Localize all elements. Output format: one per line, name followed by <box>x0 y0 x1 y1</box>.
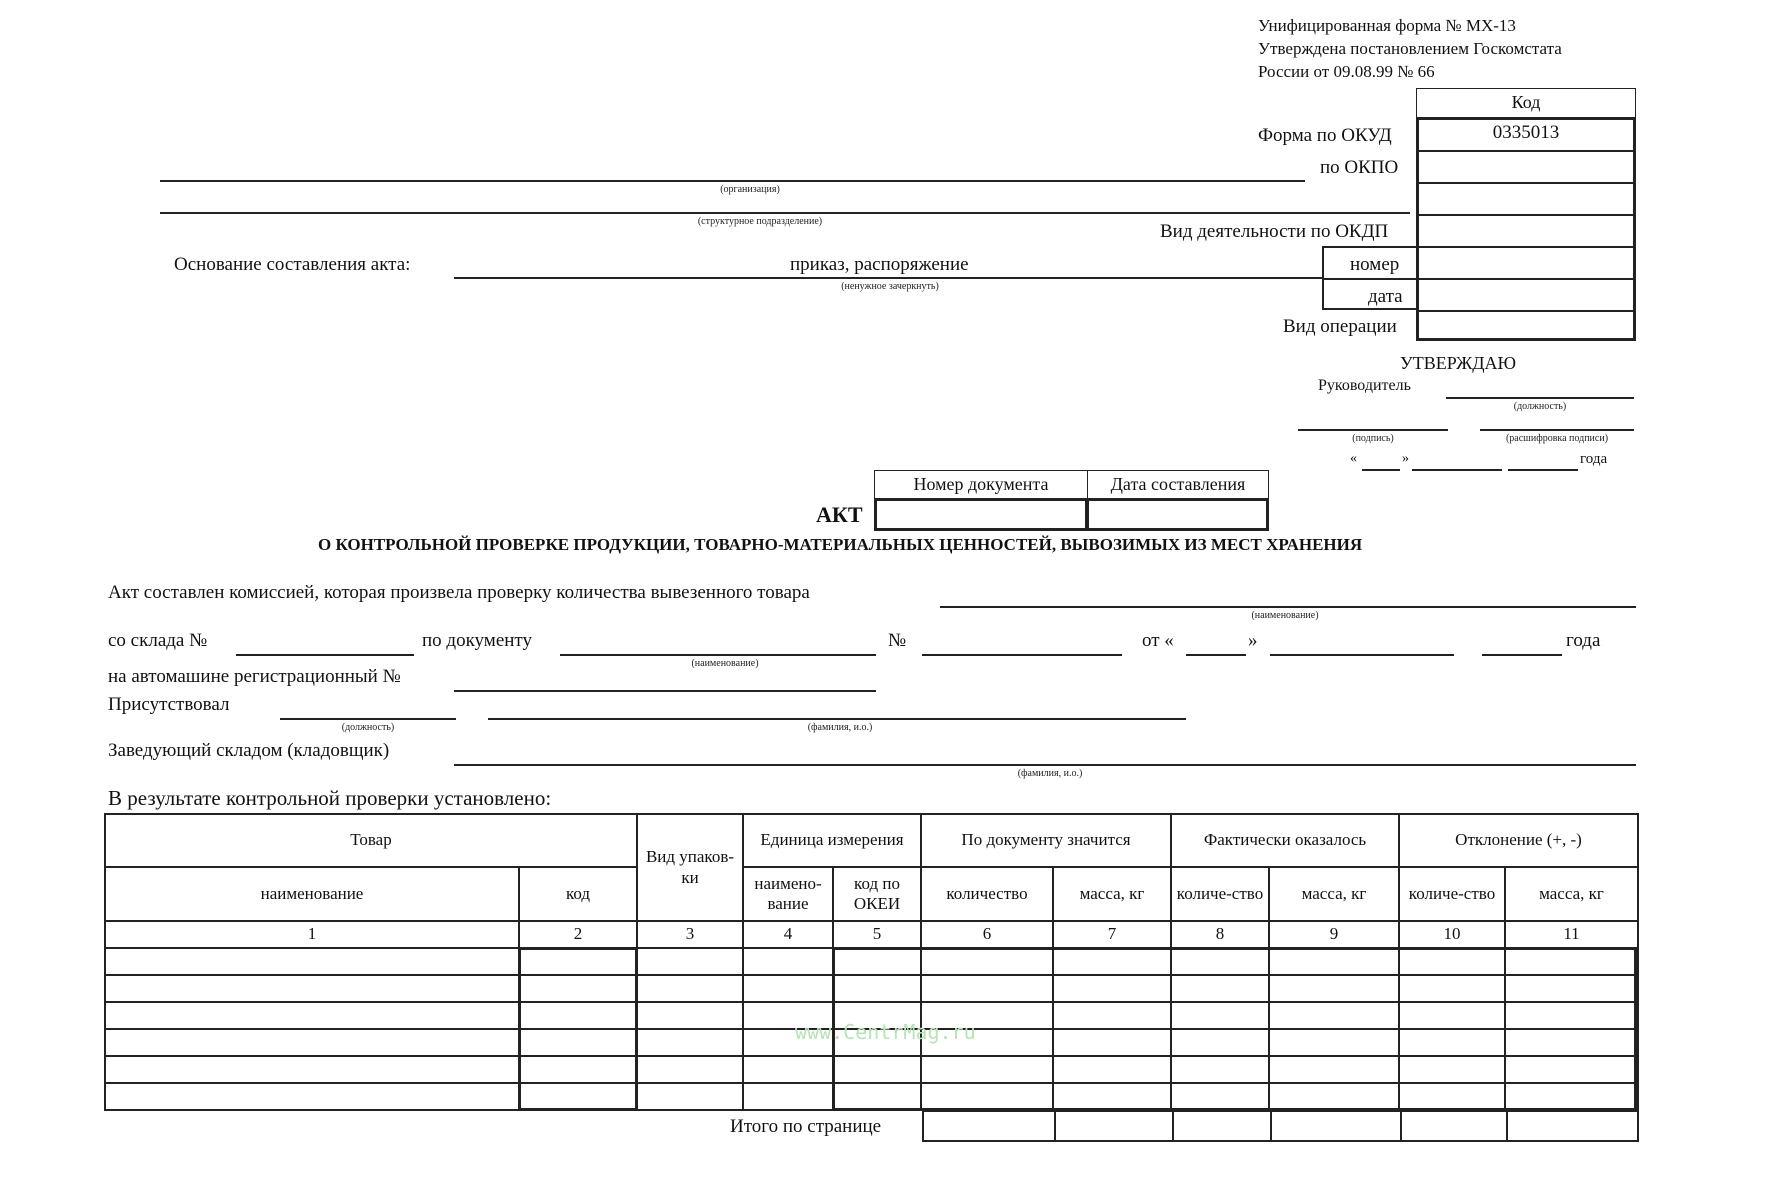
warehouse-line[interactable] <box>236 654 414 656</box>
col-number: 1 <box>105 921 519 948</box>
total-cell[interactable] <box>1173 1111 1271 1141</box>
by-doc-header: По документу значится <box>921 814 1171 867</box>
present-name-line[interactable] <box>488 718 1186 720</box>
basis-label: Основание составления акта: <box>174 254 411 275</box>
divider <box>1416 150 1636 152</box>
quote-open: « <box>1350 451 1357 466</box>
form-name: Унифицированная форма № МХ-13 <box>1258 16 1516 35</box>
car-label: на автомашине регистрационный № <box>108 666 401 687</box>
day-line[interactable] <box>1362 469 1400 471</box>
car-line[interactable] <box>454 690 876 692</box>
signature-decode-caption: (расшифровка подписи) <box>1505 433 1609 444</box>
table-cell[interactable] <box>637 975 743 1002</box>
table-cell[interactable] <box>637 948 743 975</box>
okdp-label: Вид деятельности по ОКДП <box>1160 221 1389 242</box>
position-caption-2: (должность) <box>341 722 395 733</box>
table-cell[interactable] <box>105 948 519 975</box>
table-cell[interactable] <box>743 1083 833 1110</box>
warehouse-label: со склада № <box>108 630 208 651</box>
operation-label: Вид операции <box>1283 316 1397 337</box>
divider <box>1416 310 1636 312</box>
year-line[interactable] <box>1508 469 1578 471</box>
doc-title: О КОНТРОЛЬНОЙ ПРОВЕРКЕ ПРОДУКЦИИ, ТОВАРНО-МАТЕРИАЛЬНЫХ ЦЕННОСТЕЙ, ВЫВОЗИМЫХ ИЗ МЕСТ ХРАНЕНИЯ <box>318 535 1363 554</box>
col-number: 6 <box>921 921 1053 948</box>
doc-date-header: Дата составления <box>1087 470 1269 500</box>
code-block-outline <box>518 947 638 1111</box>
total-cell[interactable] <box>1507 1111 1638 1141</box>
col-number: 7 <box>1053 921 1171 948</box>
table-cell[interactable] <box>105 1056 519 1083</box>
head-warehouse-line[interactable] <box>454 764 1636 766</box>
month-line-2[interactable] <box>1270 654 1454 656</box>
approve-head: Руководитель <box>1318 377 1411 394</box>
name-caption-2: (наименование) <box>691 658 759 669</box>
basis-value: приказ, распоряжение <box>790 254 969 275</box>
okud-label: Форма по ОКУД <box>1258 125 1392 146</box>
from-label: от « <box>1142 630 1174 651</box>
quote-close: » <box>1402 451 1409 466</box>
pack-header: Вид упаков-ки <box>637 814 743 921</box>
akt-title: АКТ <box>816 502 863 527</box>
okei-header: код по ОКЕИ <box>833 867 921 921</box>
commission-line[interactable] <box>940 606 1636 608</box>
head-warehouse-label: Заведующий складом (кладовщик) <box>108 740 390 761</box>
table-cell[interactable] <box>105 1029 519 1056</box>
table-cell[interactable] <box>743 1056 833 1083</box>
goods-header: Товар <box>105 814 637 867</box>
table-cell[interactable] <box>637 1002 743 1029</box>
okud-value: 0335013 <box>1492 122 1560 144</box>
commission-label: Акт составлен комиссией, которая произвела проверку количества вывезенного товара <box>108 582 810 603</box>
unit-header: Единица измерения <box>743 814 921 867</box>
present-position-line[interactable] <box>280 718 456 720</box>
close-quote: » <box>1248 630 1258 651</box>
okpo-label: по ОКПО <box>1320 157 1399 178</box>
mass-header: масса, кг <box>1053 867 1171 921</box>
table-cell[interactable] <box>743 975 833 1002</box>
qty-header-2: количе-ство <box>1171 867 1269 921</box>
result-title: В результате контрольной проверки установлено: <box>108 786 552 810</box>
col-number: 5 <box>833 921 921 948</box>
number-line[interactable] <box>922 654 1122 656</box>
signature-line[interactable] <box>1298 429 1448 431</box>
day-line-2[interactable] <box>1186 654 1246 656</box>
total-table <box>922 1110 1639 1142</box>
total-cell[interactable] <box>923 1111 1055 1141</box>
qty-header-3: количе-ство <box>1399 867 1505 921</box>
divider <box>1322 278 1418 280</box>
doc-date-field[interactable] <box>1086 498 1269 531</box>
col-number: 3 <box>637 921 743 948</box>
doc-number-header: Номер документа <box>874 470 1088 500</box>
divider <box>1416 278 1636 280</box>
position-caption: (должность) <box>1513 401 1567 412</box>
actual-header: Фактически оказалось <box>1171 814 1399 867</box>
mass-header-3: масса, кг <box>1505 867 1638 921</box>
year-label: года <box>1580 451 1608 467</box>
position-line[interactable] <box>1446 397 1634 399</box>
col-number: 11 <box>1505 921 1638 948</box>
col-number: 10 <box>1399 921 1505 948</box>
total-cell[interactable] <box>1055 1111 1173 1141</box>
signature-caption: (подпись) <box>1352 433 1394 444</box>
table-cell[interactable] <box>743 948 833 975</box>
watermark: www.CentrMag.ru <box>795 1020 976 1044</box>
doc-number-field[interactable] <box>874 498 1088 531</box>
divider <box>1416 182 1636 184</box>
divider <box>1416 246 1636 248</box>
year-line-2[interactable] <box>1482 654 1562 656</box>
basis-line[interactable] <box>454 277 1322 279</box>
col-number: 4 <box>743 921 833 948</box>
present-label: Присутствовал <box>108 694 230 715</box>
division-line[interactable] <box>160 212 1410 214</box>
total-label: Итого по странице <box>730 1116 882 1137</box>
kod-header: Код <box>1416 88 1636 118</box>
fio-caption-2: (фамилия, и.о.) <box>1017 768 1083 779</box>
month-line[interactable] <box>1412 469 1502 471</box>
organization-line[interactable] <box>160 180 1305 182</box>
name-header: наименование <box>105 867 519 921</box>
data-label: дата <box>1368 286 1403 307</box>
approved-date: России от 09.08.99 № 66 <box>1258 62 1435 81</box>
number-sign: № <box>888 630 907 651</box>
divider <box>1416 214 1636 216</box>
table-cell[interactable] <box>105 975 519 1002</box>
strike-caption: (ненужное зачеркнуть) <box>841 281 939 292</box>
table-cell[interactable] <box>105 1002 519 1029</box>
col-number: 9 <box>1269 921 1399 948</box>
table-cell[interactable] <box>637 1029 743 1056</box>
total-cell[interactable] <box>1401 1111 1507 1141</box>
table-cell[interactable] <box>637 1056 743 1083</box>
total-cell[interactable] <box>1271 1111 1401 1141</box>
signature-decode-line[interactable] <box>1480 429 1634 431</box>
nomer-label: номер <box>1350 254 1400 275</box>
unit-name-header: наимено-вание <box>743 867 833 921</box>
mass-header-2: масса, кг <box>1269 867 1399 921</box>
qty-header: количество <box>921 867 1053 921</box>
organization-caption: (организация) <box>720 184 780 195</box>
table-cell[interactable] <box>637 1083 743 1110</box>
division-caption: (структурное подразделение) <box>697 216 823 227</box>
by-document-label: по документу <box>422 630 532 651</box>
approved-line: Утверждена постановлением Госкомстата <box>1258 39 1562 58</box>
document-line[interactable] <box>560 654 876 656</box>
name-caption: (наименование) <box>1251 610 1319 621</box>
fio-caption: (фамилия, и.о.) <box>807 722 873 733</box>
col-number: 8 <box>1171 921 1269 948</box>
col-number: 2 <box>519 921 637 948</box>
code-header: код <box>519 867 637 921</box>
approve-title: УТВЕРЖДАЮ <box>1400 353 1517 373</box>
deviation-header: Отклонение (+, -) <box>1399 814 1638 867</box>
table-cell[interactable] <box>105 1083 519 1110</box>
year-label-2: года <box>1566 630 1601 651</box>
